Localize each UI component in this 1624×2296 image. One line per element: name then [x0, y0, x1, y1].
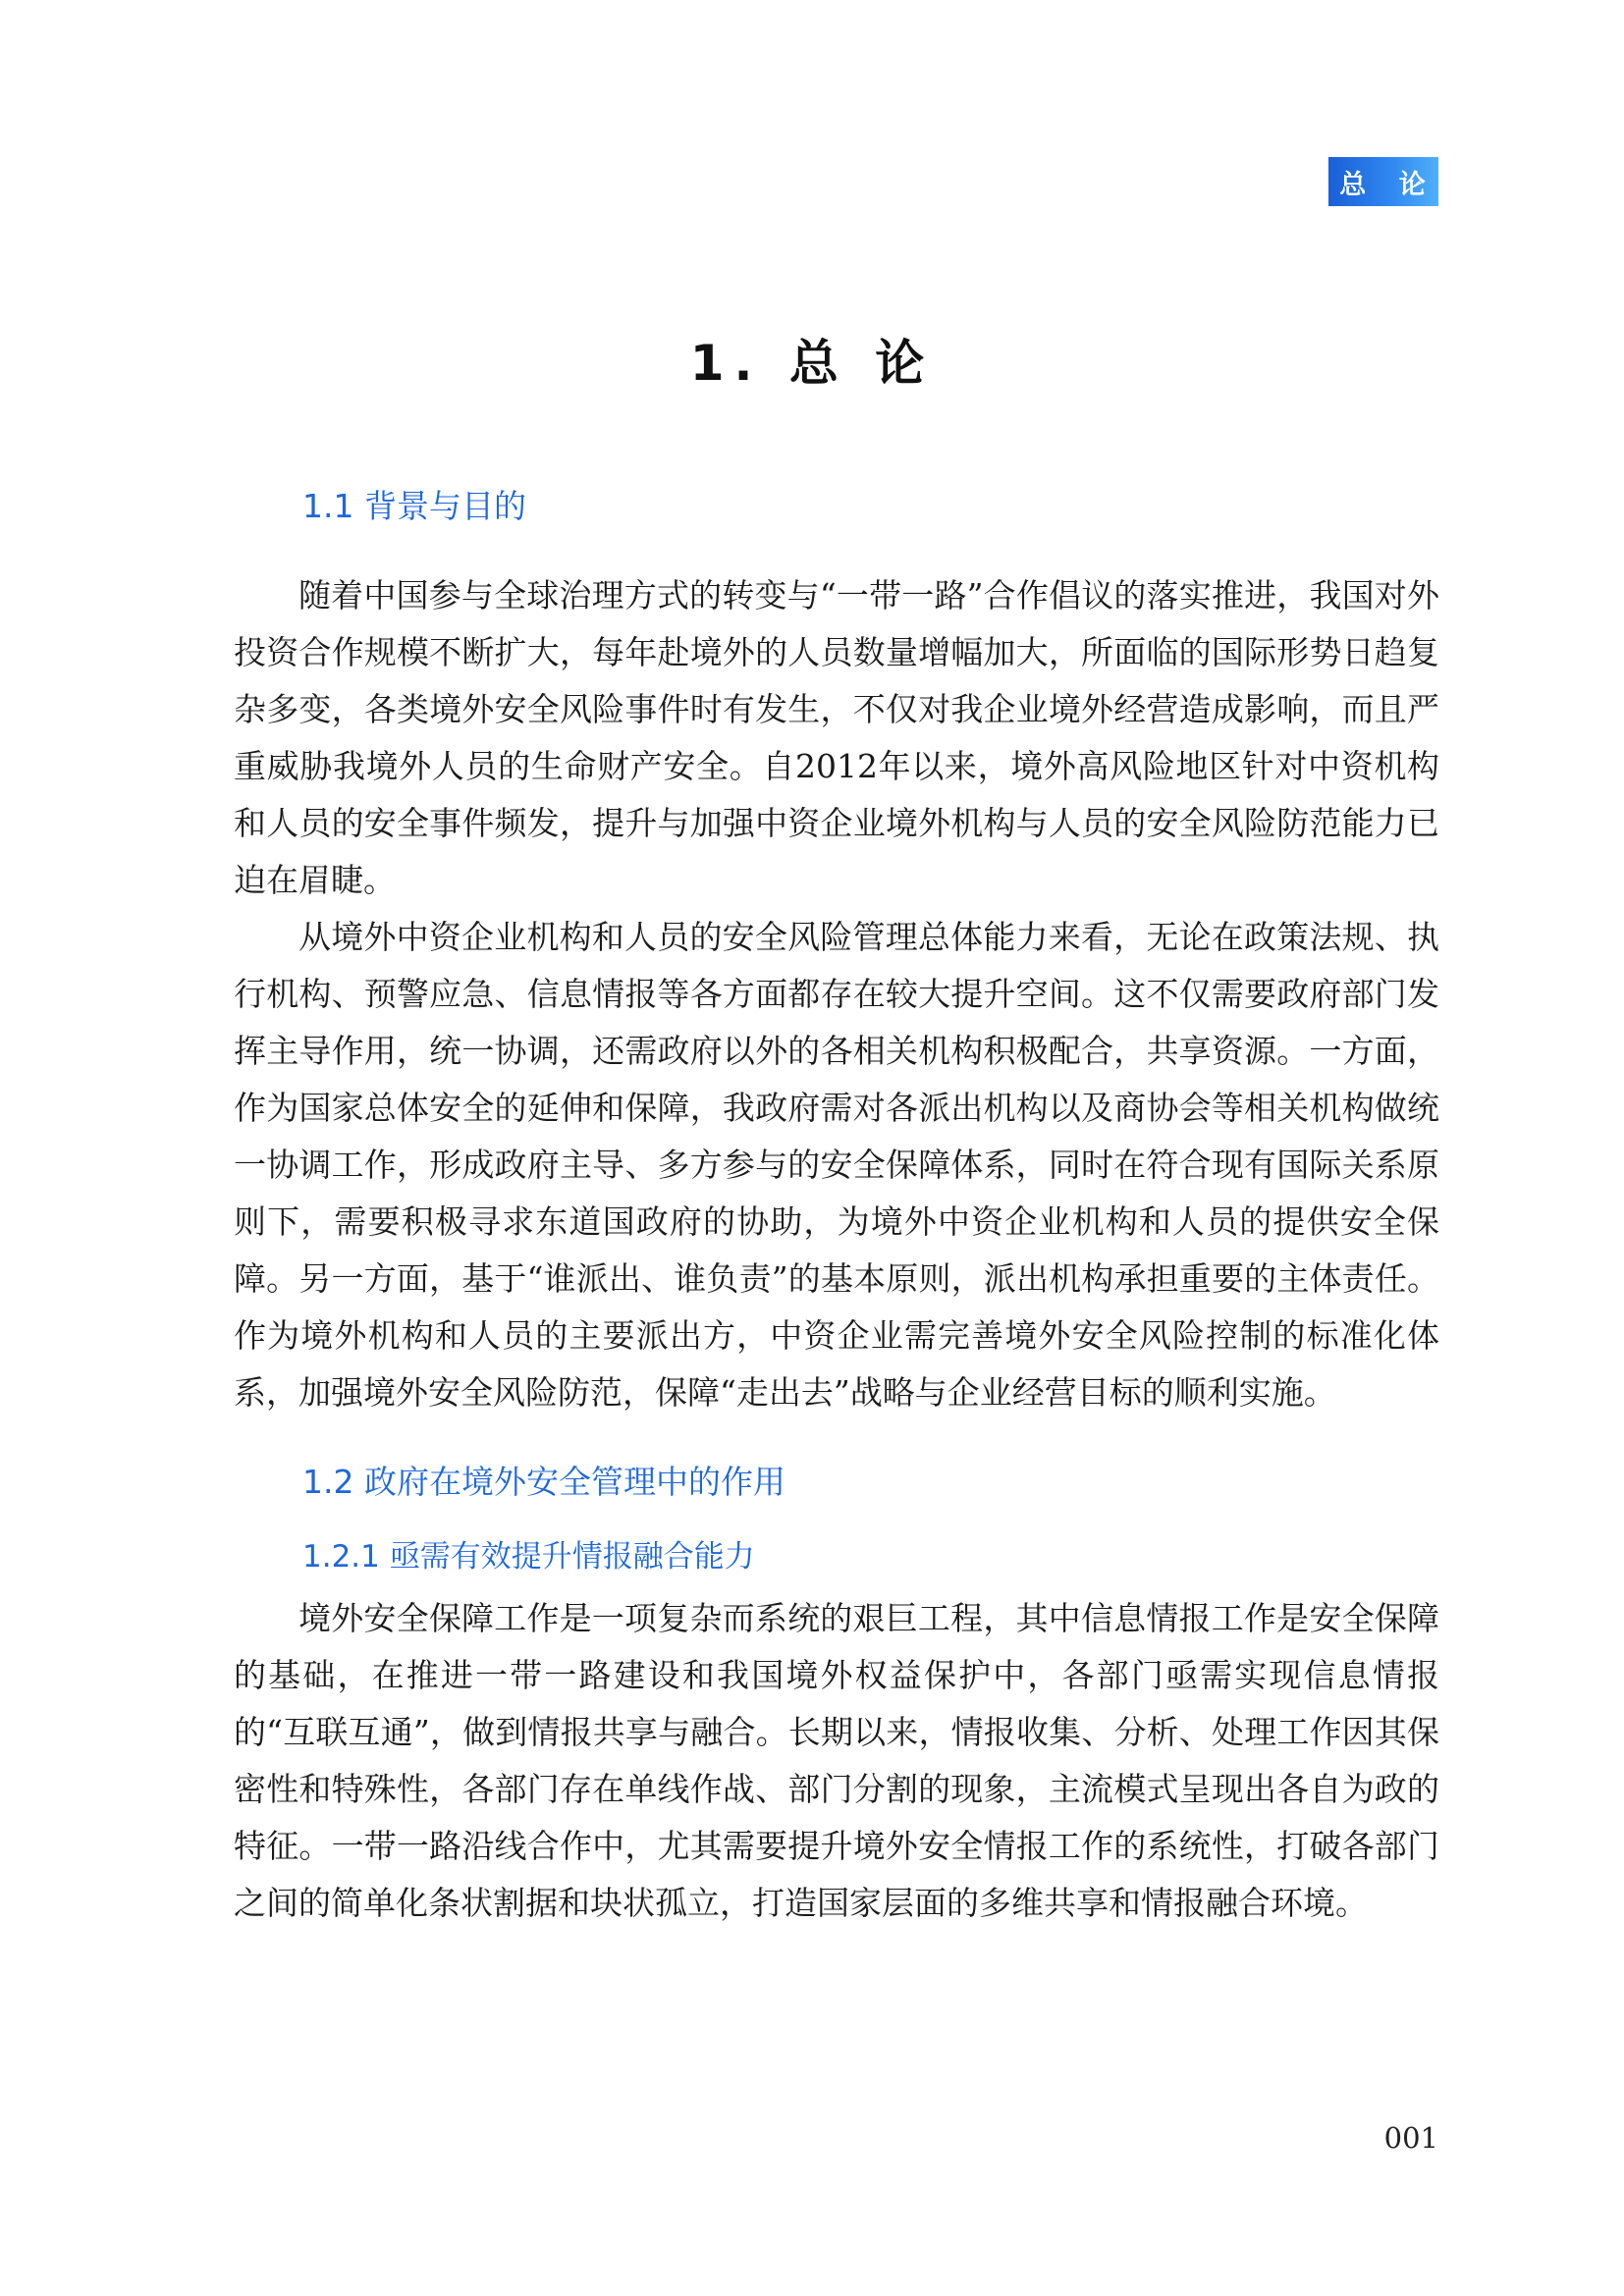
paragraph: 境外安全保障工作是一项复杂而系统的艰巨工程，其中信息情报工作是安全保障的基础，在推进一带一路建设和我国境外权益保护中，各部门亟需实现信息情报的“互联互通”，做到情报共享与融合。长期以来，情报收集、分析、处理工作因其保密性和特殊性，各部门存在单线作战、部门分割的现象，主流模式呈现出各自为政的特征。一带一路沿线合作中，尤其需要提升境外安全情报工作的系统性，打破各部门之间的简单化条状割据和块状孤立，打造国家层面的多维共享和情报融合环境。	[234, 1599, 1439, 1922]
subsection-heading-1-2-1: 1.2.1 亟需有效提升情报融合能力	[302, 1539, 755, 1575]
page-body	[234, 479, 1439, 1932]
section-heading-1-2: 1.2 政府在境外安全管理中的作用	[302, 1463, 785, 1501]
page-number: 001	[1383, 2121, 1438, 2155]
chapter-tab-label: 总 论	[1339, 169, 1437, 200]
paragraph: 随着中国参与全球治理方式的转变与“一带一路”合作倡议的落实推进，我国对外投资合作规模不断扩大，每年赴境外的人员数量增幅加大，所面临的国际形势日趋复杂多变，各类境外安全风险事件时有发生，不仅对我企业境外经营造成影响，而且严重威胁我境外人员的生命财产安全。自2012年以来，境外高风险地区针对中资机构和人员的安全事件频发，提升与加强中资企业境外机构与人员的安全风险防范能力已迫在眉睫。	[234, 576, 1439, 899]
chapter-tab	[1328, 157, 1438, 206]
paragraph: 从境外中资企业机构和人员的安全风险管理总体能力来看，无论在政策法规、执行机构、预警应急、信息情报等各方面都存在较大提升空间。这不仅需要政府部门发挥主导作用，统一协调，还需政府以外的各相关机构积极配合，共享资源。一方面，作为国家总体安全的延伸和保障，我政府需对各派出机构以及商协会等相关机构做统一协调工作，形成政府主导、多方参与的安全保障体系，同时在符合现有国际关系原则下，需要积极寻求东道国政府的协助，为境外中资企业机构和人员的提供安全保障。另一方面，基于“谁派出、谁负责”的基本原则，派出机构承担重要的主体责任。作为境外机构和人员的主要派出方，中资企业需完善境外安全风险控制的标准化体系，加强境外安全风险防范，保障“走出去”战略与企业经营目标的顺利实施。	[234, 918, 1439, 1412]
section-heading-1-1: 1.1 背景与目的	[302, 487, 526, 525]
chapter-title: 1. 总 论	[689, 335, 935, 392]
